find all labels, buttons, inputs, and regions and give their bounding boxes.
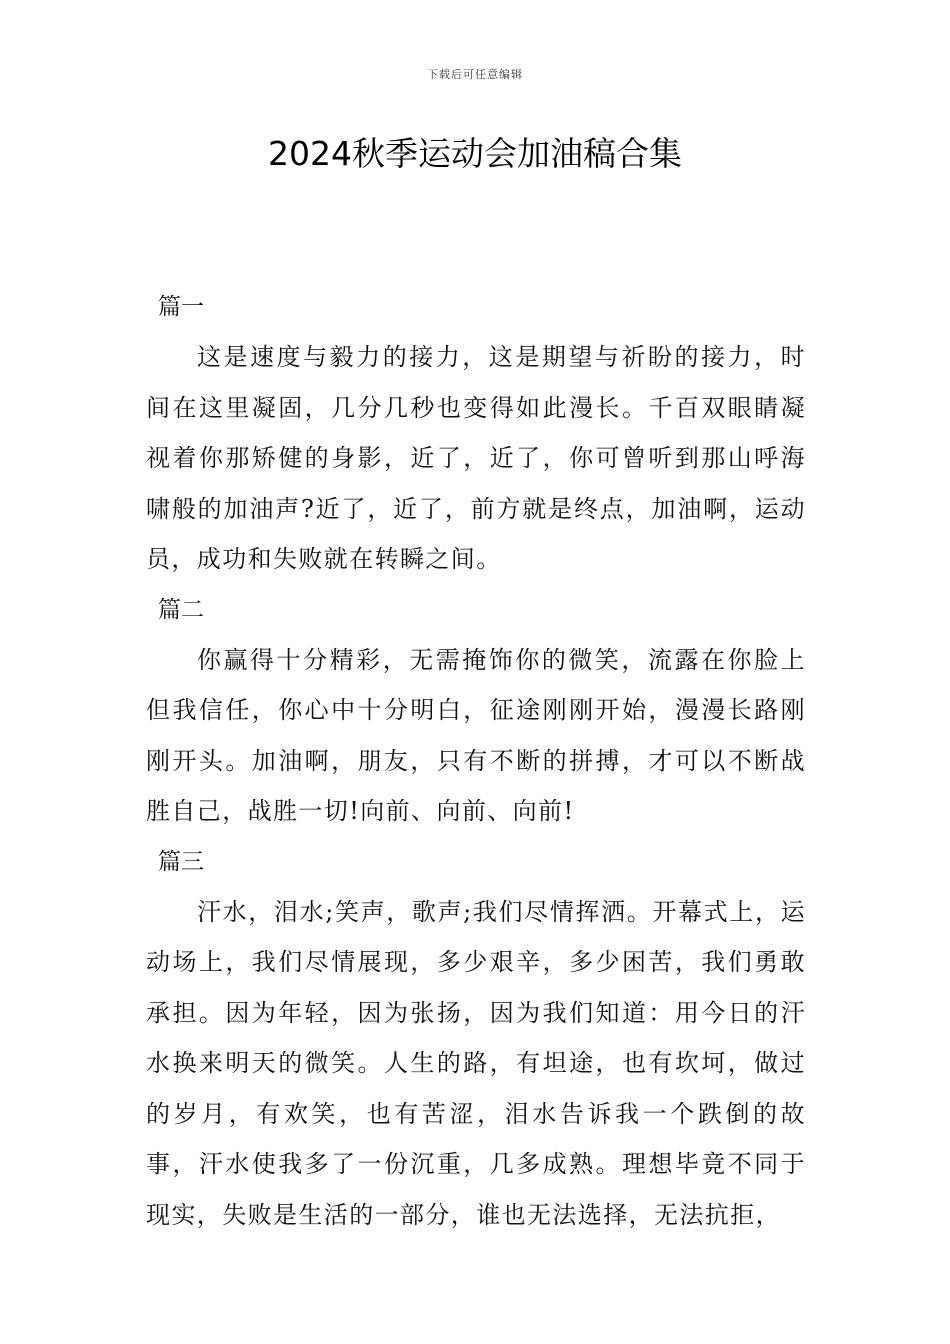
section-1 — [146, 282, 806, 585]
section-heading: 篇一 — [158, 294, 204, 320]
section-heading: 篇二 — [158, 596, 204, 623]
document-body — [146, 282, 806, 1240]
header-note: 下载后可任意编辑 — [427, 68, 523, 81]
section-paragraph: 你赢得十分精彩，无需掩饰你的微笑，流露在你脸上但我信任，你心中十分明白，征途刚刚开始，漫漫长路刚刚开头。加油啊，朋友，只有不断的拼搏，才可以不断战胜自己，战胜一切!向前、向前、向前! — [146, 645, 806, 825]
section-paragraph: 汗水，泪水;笑声，歌声;我们尽情挥洒。开幕式上，运动场上，我们尽情展现，多少艰辛，多少困苦，我们勇敢承担。因为年轻，因为张扬，因为我们知道：用今日的汗水换来明天的微笑。人生的路，有坦途，也有坎坷，做过的岁月，有欢笑，也有苦涩，泪水告诉我一个跌倒的故事，汗水使我多了一份沉重，几多成熟。理想毕竟不同于现实，失败是生活的一部分，谁也无法选择，无法抗拒， — [146, 897, 806, 1229]
section-heading: 篇三 — [158, 848, 204, 875]
section-2 — [146, 585, 806, 837]
section-paragraph: 这是速度与毅力的接力，这是期望与祈盼的接力，时间在这里凝固，几分几秒也变得如此漫长。千百双眼睛凝视着你那矫健的身影，近了，近了，你可曾听到那山呼海啸般的加油声?近了，近了，前方就是终点，加油啊，运动员，成功和失败就在转瞬之间。 — [146, 343, 806, 573]
section-3 — [146, 837, 806, 1241]
document-title: 2024秋季运动会加油稿合集 — [268, 134, 682, 173]
